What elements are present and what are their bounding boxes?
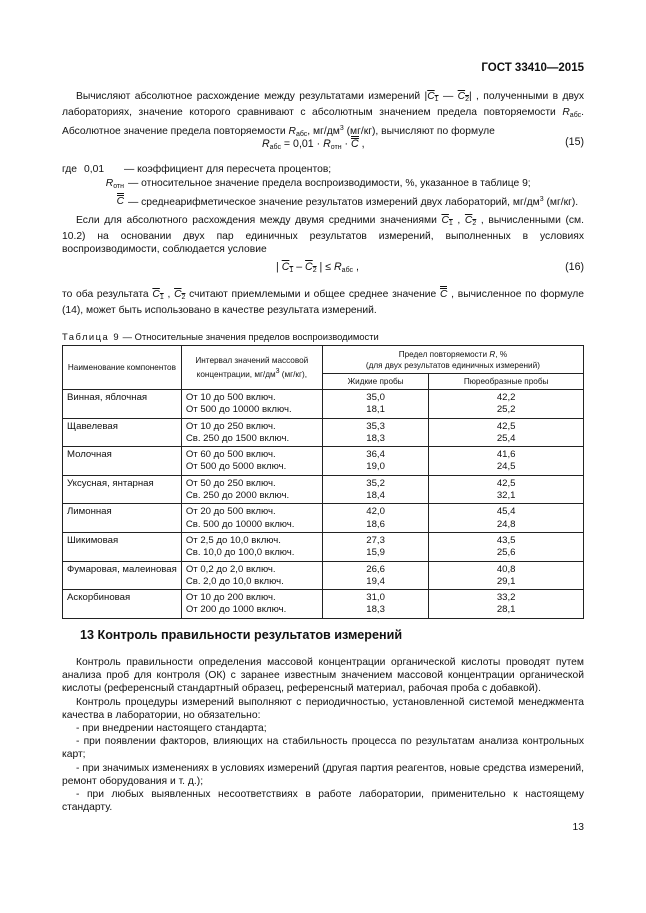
symbol-c-mean: C [350, 138, 359, 150]
liquid-value: 36,4 [366, 449, 385, 461]
cell-interval [181, 418, 322, 447]
standard-number: ГОСТ 33410—2015 [481, 62, 584, 74]
text-fragment: (мг/кг), вычисляют по формуле [343, 126, 495, 138]
text-fragment: – [293, 261, 306, 273]
definition-text [128, 193, 578, 210]
table-label: Таблица 9 [62, 331, 121, 342]
cell-liquid [322, 504, 429, 533]
component-name: Уксусная, янтарная [67, 477, 154, 489]
puree-value: 32,1 [496, 490, 516, 502]
intro-paragraph [62, 90, 584, 142]
cell-component [63, 475, 182, 504]
range-low: От 10 до 250 включ. [185, 420, 276, 432]
definitions [62, 163, 584, 210]
formula-16 [62, 261, 584, 277]
subscript: абс [341, 267, 353, 274]
symbol-r: R [323, 138, 331, 150]
component-name: Винная, яблочная [67, 392, 148, 403]
formula-15-expression [262, 136, 365, 151]
range-low: От 50 до 250 включ. [185, 477, 276, 489]
symbol-r: R [562, 107, 570, 119]
cell-interval [181, 504, 322, 533]
subscript: 2 [181, 294, 186, 301]
condition-paragraph [62, 214, 584, 257]
table-row [63, 447, 584, 476]
cell-interval [181, 447, 322, 476]
subscript: 2 [465, 96, 469, 103]
range-low: От 20 до 500 включ. [185, 506, 276, 518]
cell-interval [181, 590, 322, 619]
cell-component [63, 532, 182, 561]
text-fragment: Если для абсолютного расхождения между двумя средними значениями [76, 215, 442, 226]
range-low: От 0,2 до 2,0 включ. [185, 563, 276, 575]
text-fragment: , мг/дм [307, 126, 340, 138]
cell-liquid [322, 418, 429, 447]
symbol-c1: C [441, 215, 449, 226]
component-name: Молочная [67, 449, 112, 461]
text-fragment: (мг/кг), [279, 370, 307, 379]
cell-liquid [322, 390, 429, 419]
paragraph: Контроль процедуры измерений выполняют с периодичностью, установленной системой менеджмента качества в лаборатории, но обязательно: [62, 696, 584, 721]
puree-value: 25,2 [496, 404, 516, 416]
puree-value: 29,1 [496, 575, 516, 587]
liquid-value: 19,4 [366, 575, 385, 587]
where-label: где [62, 164, 78, 175]
cell-liquid [322, 590, 429, 619]
range-high: Св. 2,0 до 10,0 включ. [185, 575, 284, 587]
liquid-value: 26,6 [366, 563, 385, 575]
liquid-value: 42,0 [366, 506, 385, 518]
reproducibility-table [62, 345, 584, 619]
cell-liquid [322, 561, 429, 590]
component-name: Щавелевая [67, 420, 118, 432]
symbol-c-mean: C [117, 193, 124, 207]
table-row [63, 504, 584, 533]
cell-interval [181, 390, 322, 419]
text-fragment: , [452, 215, 465, 226]
liquid-value: 18,4 [366, 490, 385, 502]
cell-interval [181, 475, 322, 504]
text-fragment: | , полученными в двух лабораториях, значение которого сравнивают с абсолютным значением предела повторяемости [62, 91, 584, 119]
text-fragment: считают приемлемыми и общее среднее значение [185, 289, 440, 300]
subscript: 1 [289, 267, 294, 274]
liquid-value: 35,0 [366, 392, 385, 403]
text-fragment: , [358, 138, 365, 150]
liquid-value: 31,0 [366, 592, 385, 604]
range-low: От 60 до 500 включ. [185, 449, 276, 461]
range-low: От 10 до 200 включ. [185, 592, 276, 604]
text-fragment: , вычисленными (см. 10.2) на основании двух пар единичных результатов измерений, выполненных в условиях воспроизводимости, соблюдается условие [62, 215, 584, 256]
table-row [63, 475, 584, 504]
symbol-c-mean: C [440, 286, 447, 300]
header-puree: Пюреобразные пробы [429, 374, 584, 390]
liquid-value: 35,3 [366, 420, 385, 432]
cell-puree [429, 418, 584, 447]
cell-component [63, 390, 182, 419]
subscript: 1 [448, 220, 453, 227]
range-low: От 10 до 500 включ. [185, 392, 276, 403]
cell-puree [429, 475, 584, 504]
definition-term: 0,01 [84, 164, 105, 175]
header-component: Наименование компонентов [63, 346, 182, 390]
definition-text: — коэффициент для пересчета процентов; [124, 164, 332, 175]
table-row [63, 561, 584, 590]
symbol-c1: C [152, 289, 160, 300]
formula-number: (15) [565, 136, 584, 148]
list-item: - при внедрении настоящего стандарта; [76, 723, 267, 735]
puree-value: 43,5 [496, 534, 516, 546]
range-high: Св. 500 до 10000 включ. [185, 518, 295, 530]
puree-value: 41,6 [496, 449, 516, 461]
text-fragment: — среднеарифметическое значение результатов измерений двух лабораторий, мг/дм [128, 197, 540, 209]
text-fragment: · [341, 138, 351, 150]
liquid-value: 18,6 [366, 518, 385, 530]
header-limit [322, 346, 583, 374]
puree-value: 24,8 [496, 518, 516, 530]
text-fragment: (мг/кг). [543, 197, 579, 209]
symbol-r: R [334, 261, 342, 273]
text-fragment: Предел повторяемости [398, 349, 490, 359]
range-high: Св. 10,0 до 100,0 включ. [185, 547, 295, 559]
formula-number: (16) [565, 261, 584, 273]
text-fragment: . Абсолютное значение предела повторяемости [62, 107, 584, 138]
cell-component [63, 504, 182, 533]
superscript: 3 [539, 196, 544, 204]
symbol-c1: C [281, 261, 290, 273]
definition-row [62, 163, 584, 177]
text-fragment: Вычисляют абсолютное расхождение между результатами измерений | [76, 91, 428, 102]
cell-interval [181, 561, 322, 590]
component-name: Фумаровая, малеиновая [67, 563, 177, 575]
subscript: 1 [159, 294, 164, 301]
cell-puree [429, 561, 584, 590]
text-fragment: , [353, 261, 359, 273]
text-fragment: = 0,01 · [280, 138, 324, 150]
liquid-value: 18,3 [366, 604, 385, 616]
formula-15 [62, 136, 584, 152]
cell-component [63, 590, 182, 619]
puree-value: 28,1 [496, 604, 516, 616]
text-fragment: | ≤ [316, 261, 335, 273]
table-caption [62, 331, 379, 342]
definition-text: — относительное значение предела воспроизводимости, %, указанное в таблице 9; [128, 177, 531, 189]
text-fragment: — [438, 91, 458, 102]
text-fragment: , вычисленное по формуле (14), может быть использовано в качестве результата измерений. [62, 289, 584, 317]
cell-puree [429, 532, 584, 561]
symbol-c1: C [427, 91, 435, 102]
liquid-value: 27,3 [366, 534, 385, 546]
list-item: - при любых выявленных несоответствиях в работе лаборатории, применительно к настоящему стандарту. [62, 789, 584, 814]
cell-component [63, 561, 182, 590]
range-low: От 2,5 до 10,0 включ. [185, 534, 281, 546]
formula-16-expression [276, 261, 359, 274]
definition-row [62, 193, 584, 210]
paragraph: Контроль правильности определения массовой концентрации органической кислоты проводят путем анализа проб для контроля (ОК) с заранее известным значением массовой концентрации органической кислоты (референсный стандартный образец, референсный материал, рабочая проба с добавкой). [62, 657, 584, 695]
table-caption-text: — Относительные значения пределов воспроизводимости [120, 331, 379, 342]
puree-value: 33,2 [496, 592, 516, 604]
liquid-value: 18,3 [366, 432, 385, 444]
liquid-value: 18,1 [366, 404, 385, 416]
symbol-c2: C [457, 91, 466, 102]
definition-term [62, 177, 128, 194]
header-interval [181, 346, 322, 390]
puree-value: 24,5 [496, 461, 516, 473]
puree-value: 40,8 [496, 563, 516, 575]
symbol-r: R [105, 177, 114, 189]
cell-liquid [322, 447, 429, 476]
section-title: 13 Контроль правильности результатов измерений [80, 628, 403, 642]
table-body [63, 390, 584, 619]
symbol-r: R [489, 349, 496, 359]
cell-puree [429, 390, 584, 419]
symbol-r: R [288, 126, 296, 138]
puree-value: 42,2 [496, 392, 516, 403]
cell-liquid [322, 532, 429, 561]
table-row [63, 390, 584, 419]
subscript: 2 [312, 267, 317, 274]
symbol-c2: C [174, 289, 182, 300]
text-fragment: , [163, 289, 175, 300]
range-high: Св. 250 до 1500 включ. [185, 432, 290, 444]
symbol-c2: C [464, 215, 473, 226]
conclusion-paragraph [62, 286, 584, 318]
table-row [63, 532, 584, 561]
definition-term [62, 193, 128, 210]
text-fragment: , % [495, 349, 508, 359]
subscript: отн [113, 182, 124, 190]
cell-component [63, 418, 182, 447]
puree-value: 25,4 [496, 432, 516, 444]
range-high: От 500 до 10000 включ. [185, 404, 292, 416]
cell-component [63, 447, 182, 476]
puree-value: 42,5 [496, 420, 516, 432]
text-fragment: Интервал значений массовой концентрации, мг/дм [195, 356, 309, 379]
subscript: 1 [434, 96, 439, 103]
cell-puree [429, 504, 584, 533]
cell-puree [429, 447, 584, 476]
subscript: отн [330, 144, 342, 151]
cell-liquid [322, 475, 429, 504]
list-item: - при появлении факторов, влияющих на стабильность процесса по результатам анализа контрольных карт; [62, 736, 584, 761]
liquid-value: 19,0 [366, 461, 385, 473]
puree-value: 42,5 [496, 477, 516, 489]
subscript: абс [269, 144, 281, 151]
symbol-c2: C [305, 261, 313, 273]
text-fragment: | [276, 261, 282, 273]
section-body [62, 656, 584, 814]
component-name: Аскорбиновая [67, 592, 131, 604]
liquid-value: 35,2 [366, 477, 385, 489]
page-number: 13 [572, 822, 584, 833]
symbol-r: R [262, 138, 270, 150]
puree-value: 45,4 [496, 506, 516, 518]
component-name: Шикимовая [67, 534, 119, 546]
component-name: Лимонная [67, 506, 112, 518]
puree-value: 25,6 [496, 547, 516, 559]
table-row [63, 590, 584, 619]
superscript: 3 [275, 368, 280, 375]
range-high: От 200 до 1000 включ. [185, 604, 287, 616]
definition-row [62, 177, 584, 194]
table-row [63, 418, 584, 447]
text-fragment: (для двух результатов единичных измерений) [365, 360, 540, 370]
cell-puree [429, 590, 584, 619]
superscript: 3 [339, 125, 344, 133]
cell-interval [181, 532, 322, 561]
liquid-value: 15,9 [366, 547, 385, 559]
subscript: абс [569, 112, 582, 120]
range-high: От 500 до 5000 включ. [185, 461, 287, 473]
list-item: - при значимых изменениях в условиях измерений (другая партия реагентов, новые средства измерений, ремонт оборудования и т. д.); [62, 762, 584, 787]
subscript: абс [295, 131, 308, 139]
range-high: Св. 250 до 2000 включ. [185, 490, 290, 502]
text-fragment: то оба результата [62, 289, 153, 300]
subscript: 2 [472, 220, 477, 227]
header-liquid: Жидкие пробы [322, 374, 429, 390]
